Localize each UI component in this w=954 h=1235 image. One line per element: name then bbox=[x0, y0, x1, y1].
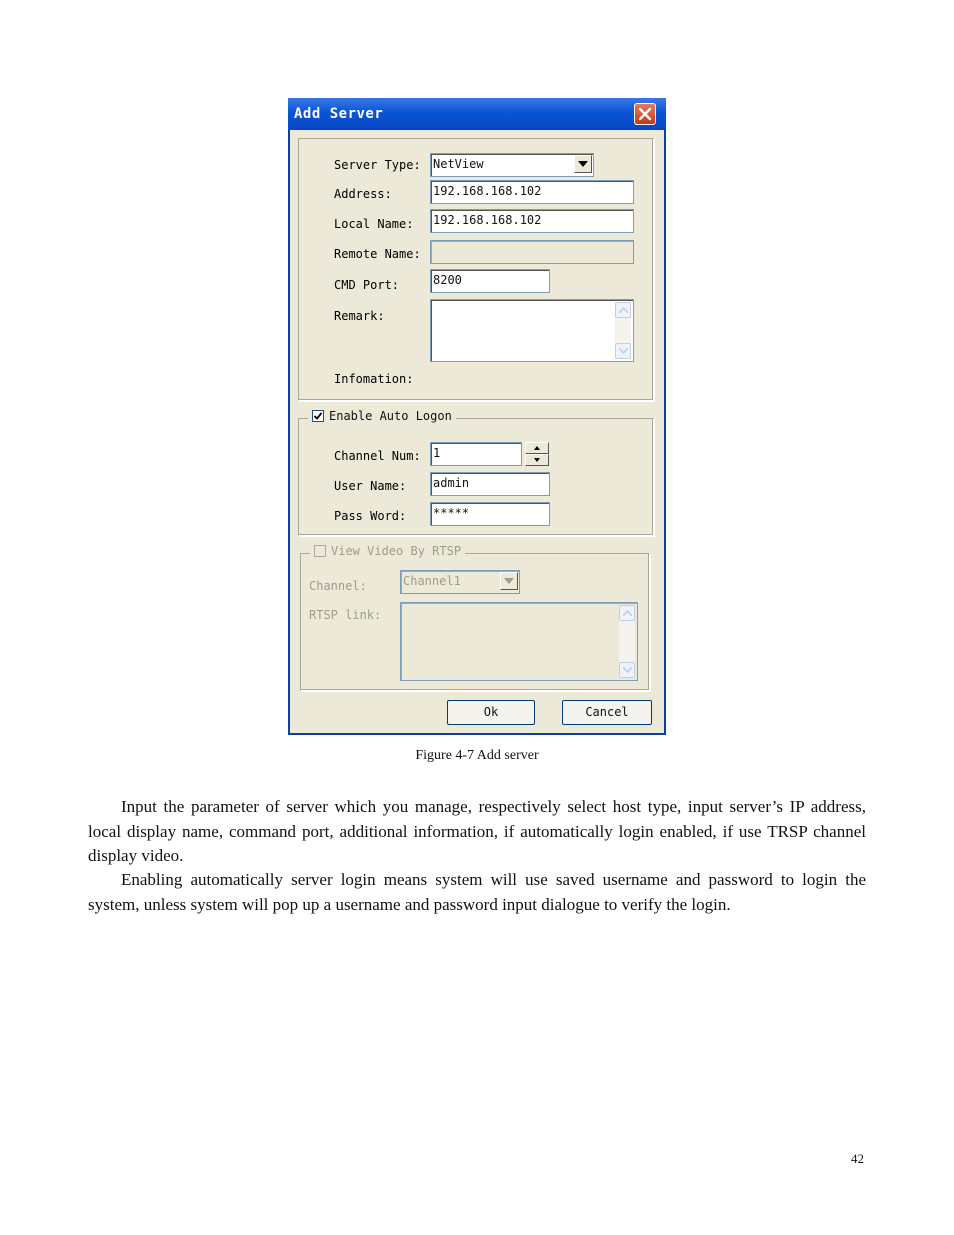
close-button[interactable] bbox=[634, 103, 656, 125]
figure-caption: Figure 4-7 Add server bbox=[415, 748, 539, 763]
auto-logon-label: Enable Auto Logon bbox=[329, 409, 452, 423]
dialog-title: Add Server bbox=[294, 106, 384, 122]
chevron-up-icon bbox=[623, 610, 632, 616]
arrow-up-icon bbox=[534, 446, 540, 450]
arrow-down-icon bbox=[534, 458, 540, 462]
rtsp-label: View Video By RTSP bbox=[331, 544, 462, 558]
paragraph-1: Input the parameter of server which you manage, respectively select host type, input server’s IP address, local display name, command port, additional information, if automatically login enabled, if use TRSP channel display video. bbox=[88, 797, 866, 865]
remark-textarea[interactable] bbox=[430, 299, 634, 362]
chevron-down-icon bbox=[578, 161, 588, 167]
chevron-down-icon bbox=[623, 667, 632, 673]
channel-num-spinner[interactable] bbox=[525, 442, 549, 466]
chevron-up-icon bbox=[619, 307, 628, 313]
chevron-down-icon bbox=[504, 578, 514, 584]
channel-num-label: Channel Num: bbox=[334, 449, 421, 463]
remark-label: Remark: bbox=[334, 309, 385, 323]
cmd-port-input[interactable]: 8200 bbox=[430, 269, 550, 293]
local-name-input[interactable]: 192.168.168.102 bbox=[430, 209, 634, 233]
cmd-port-label: CMD Port: bbox=[334, 278, 400, 292]
auto-logon-checkbox[interactable] bbox=[312, 410, 324, 422]
password-label: Pass Word: bbox=[334, 509, 407, 523]
password-input[interactable]: ***** bbox=[430, 502, 550, 526]
paragraph-2: Enabling automatically server login means system will use saved username and password to login the system, unless system will pop up a username and password input dialogue to verify the login. bbox=[88, 870, 866, 914]
rtsp-checkbox[interactable] bbox=[314, 545, 326, 557]
checkmark-icon bbox=[313, 411, 323, 421]
dialog-title-bar[interactable] bbox=[288, 98, 666, 130]
channel-value: Channel1 bbox=[403, 574, 461, 588]
channel-num-input[interactable]: 1 bbox=[430, 442, 522, 466]
server-type-value: NetView bbox=[433, 157, 484, 171]
address-label: Address: bbox=[334, 187, 392, 201]
information-label: Infomation: bbox=[334, 372, 414, 386]
rtsp-scroll-up[interactable] bbox=[619, 605, 635, 621]
close-icon bbox=[635, 104, 655, 124]
channel-select[interactable] bbox=[400, 570, 520, 594]
auto-logon-legend[interactable] bbox=[308, 409, 456, 423]
add-server-dialog bbox=[288, 98, 666, 735]
rtsp-scroll-down[interactable] bbox=[619, 662, 635, 678]
ok-button[interactable]: Ok bbox=[447, 700, 535, 725]
channel-dropdown-button[interactable] bbox=[500, 572, 518, 590]
user-name-input[interactable]: admin bbox=[430, 472, 550, 496]
cancel-button[interactable]: Cancel bbox=[562, 700, 652, 725]
remark-scroll-up[interactable] bbox=[615, 302, 631, 318]
user-name-label: User Name: bbox=[334, 479, 407, 493]
chevron-down-icon bbox=[619, 348, 628, 354]
rtsp-link-label: RTSP link: bbox=[309, 608, 382, 622]
local-name-label: Local Name: bbox=[334, 217, 414, 231]
spin-down-button[interactable] bbox=[525, 454, 549, 466]
remark-scroll-down[interactable] bbox=[615, 343, 631, 359]
page-number: 42 bbox=[851, 1151, 864, 1166]
server-type-dropdown-button[interactable] bbox=[574, 155, 592, 173]
remote-name-label: Remote Name: bbox=[334, 247, 421, 261]
rtsp-link-scrollbar[interactable] bbox=[619, 605, 635, 678]
rtsp-link-textarea[interactable] bbox=[400, 602, 638, 681]
remark-scrollbar[interactable] bbox=[615, 302, 631, 359]
server-type-label: Server Type: bbox=[334, 158, 421, 172]
rtsp-legend[interactable] bbox=[310, 544, 465, 558]
address-input[interactable]: 192.168.168.102 bbox=[430, 180, 634, 204]
remote-name-input[interactable] bbox=[430, 240, 634, 264]
server-type-select[interactable] bbox=[430, 153, 594, 177]
spin-up-button[interactable] bbox=[525, 442, 549, 454]
channel-label: Channel: bbox=[309, 579, 367, 593]
